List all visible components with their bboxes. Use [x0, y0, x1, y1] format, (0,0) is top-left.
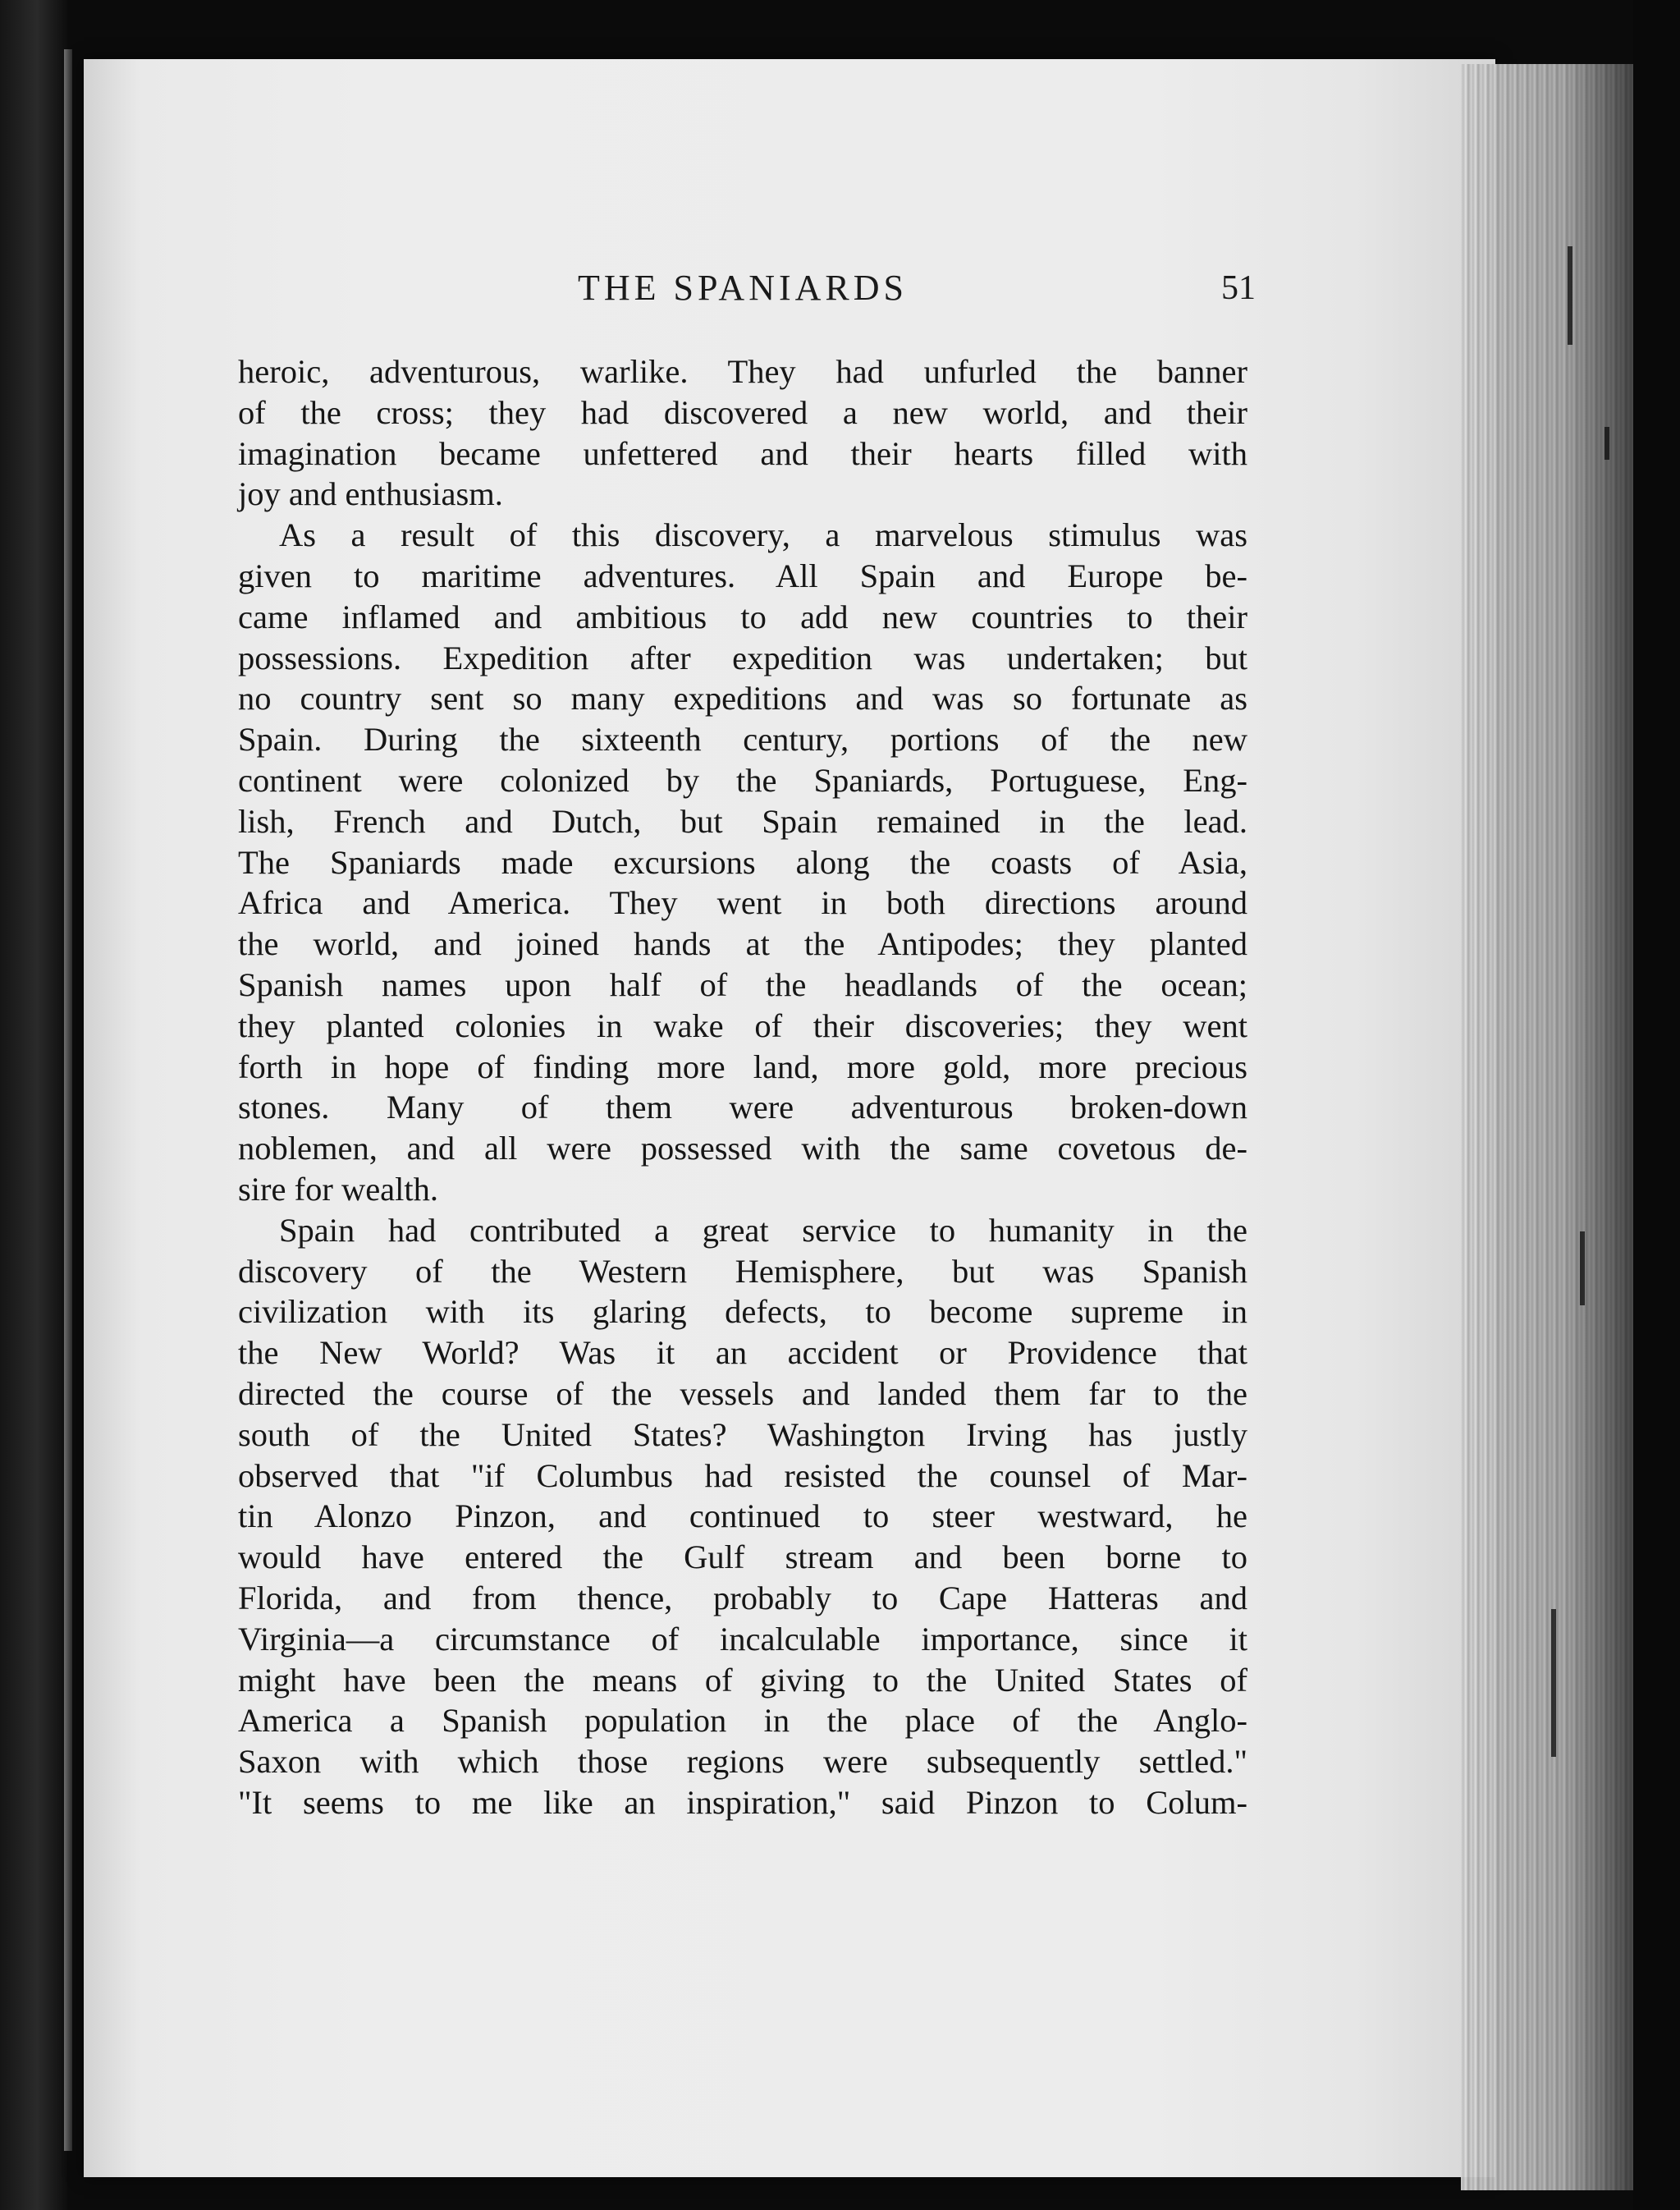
text-line: south of the United States? Washington Irving has justly [238, 1415, 1247, 1453]
text-line: continent were colonized by the Spaniards, Portuguese, Eng- [238, 761, 1247, 799]
text-line: came inflamed and ambitious to add new countries to their [238, 598, 1247, 635]
text-line: the world, and joined hands at the Antipodes; they planted [238, 925, 1247, 963]
fore-edge-mark [1551, 1609, 1556, 1757]
page-number: 51 [1221, 269, 1256, 307]
text-line: Spain. During the sixteenth century, portions of the new [238, 721, 1247, 759]
text-line: Saxon with which those regions were subsequently settled." [238, 1743, 1247, 1781]
text-line: directed the course of the vessels and landed them far to the [238, 1374, 1247, 1412]
text-line: sire for wealth. [238, 1170, 439, 1208]
text-line: As a result of this discovery, a marvelous stimulus was [279, 516, 1247, 554]
text-line: Florida, and from thence, probably to Cape Hatteras and [238, 1579, 1247, 1616]
text-line: Virginia—a circumstance of incalculable importance, since it [238, 1620, 1247, 1658]
binding-edge [64, 49, 72, 2151]
text-line: given to maritime adventures. All Spain and Europe be- [238, 557, 1247, 594]
text-line: lish, French and Dutch, but Spain remained in the lead. [238, 802, 1247, 840]
text-line: Africa and America. They went in both directions around [238, 884, 1247, 922]
text-line: The Spaniards made excursions along the coasts of Asia, [238, 843, 1247, 881]
running-title: THE SPANIARDS [577, 268, 908, 308]
text-line: noblemen, and all were possessed with the same covetous de- [238, 1130, 1247, 1167]
text-line: "It seems to me like an inspiration," said Pinzon to Colum- [238, 1783, 1247, 1821]
text-line: tin Alonzo Pinzon, and continued to steer westward, he [238, 1497, 1247, 1535]
fore-edge-shadow [1461, 64, 1633, 2190]
text-line: might have been the means of giving to the United States of [238, 1661, 1247, 1699]
text-line: observed that "if Columbus had resisted the counsel of Mar- [238, 1456, 1247, 1494]
text-line: of the cross; they had discovered a new world, and their [238, 393, 1247, 431]
text-line: possessions. Expedition after expedition was undertaken; but [238, 639, 1247, 676]
text-line: America a Spanish population in the place of the Anglo- [238, 1702, 1247, 1740]
fore-edge-mark [1580, 1231, 1585, 1305]
text-line: would have entered the Gulf stream and been borne to [238, 1538, 1247, 1576]
text-line: imagination became unfettered and their hearts filled with [238, 434, 1247, 472]
text-line: stones. Many of them were adventurous broken-down [238, 1089, 1247, 1126]
text-line: civilization with its glaring defects, to become supreme in [238, 1293, 1247, 1331]
scan-background [1633, 0, 1680, 2210]
text-line: heroic, adventurous, warlike. They had unfurled the banner [238, 353, 1247, 390]
fore-edge-mark [1568, 246, 1572, 345]
text-line: forth in hope of finding more land, more gold, more precious [238, 1048, 1247, 1085]
text-line: discovery of the Western Hemisphere, but was Spanish [238, 1252, 1247, 1290]
previous-page-edge [0, 0, 67, 2210]
text-line: joy and enthusiasm. [238, 475, 503, 513]
text-line: no country sent so many expeditions and was so fortunate as [238, 680, 1247, 718]
body-text [238, 351, 1247, 1823]
text-line: they planted colonies in wake of their discoveries; they went [238, 1006, 1247, 1044]
text-line: the New World? Was it an accident or Providence that [238, 1334, 1247, 1372]
text-line: Spain had contributed a great service to humanity in the [279, 1211, 1247, 1249]
text-line: Spanish names upon half of the headlands of the ocean; [238, 965, 1247, 1003]
fore-edge-mark [1604, 427, 1609, 460]
running-head [238, 267, 1256, 316]
